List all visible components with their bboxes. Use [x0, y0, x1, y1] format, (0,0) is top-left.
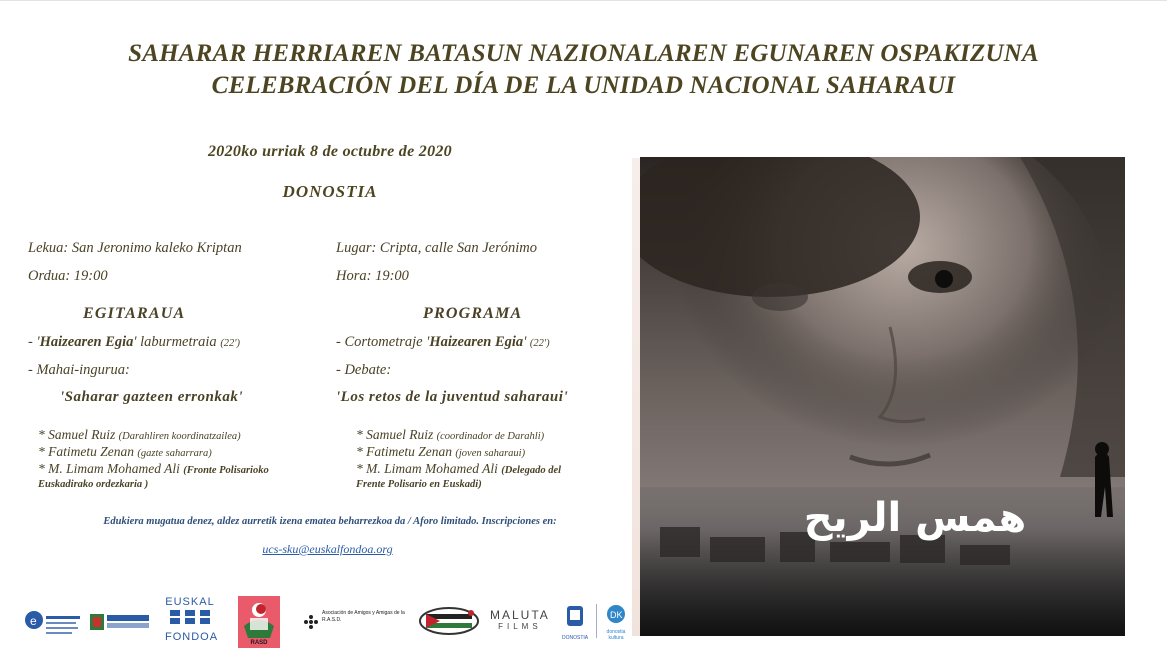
euskal-fondoa-logo	[165, 596, 219, 643]
guest-role: (joven saharaui)	[455, 448, 526, 459]
program-heading-basque: EGITARAUA	[83, 305, 186, 322]
films-text: FILMS	[498, 622, 542, 631]
guest-spanish-3-role-cont: Frente Polisario en Euskadi)	[356, 479, 482, 490]
poster-arabic-title: همس الريح	[803, 495, 1027, 541]
time-basque: Ordua: 19:00	[28, 268, 108, 284]
guest-basque-1	[38, 427, 241, 443]
event-city: DONOSTIA	[282, 182, 378, 201]
event-date: 2020ko urriak 8 de octubre de 2020	[208, 143, 452, 160]
film-title: Haizearen Egia	[429, 334, 524, 350]
title-spanish: CELEBRACIÓN DEL DÍA DE LA UNIDAD NACIONAL SAHARAUI	[211, 72, 956, 99]
guest-role: (Fronte Polisarioko	[183, 465, 269, 476]
top-divider	[0, 0, 1167, 1]
guest-basque-2	[38, 444, 212, 460]
program-item-film-basque	[28, 334, 240, 351]
film-poster-image	[640, 157, 1125, 636]
euskal-text: EUSKAL	[165, 596, 215, 608]
logo-divider	[596, 604, 597, 638]
shield-icon	[90, 612, 152, 632]
guest-name: * Fatimetu Zenan	[38, 444, 134, 459]
dk-circle-icon	[606, 604, 626, 624]
guest-basque-3-role-cont: Euskadirako ordezkaria )	[38, 479, 149, 490]
amigos-rasd-logo	[304, 614, 318, 633]
poster-artwork	[640, 157, 1125, 636]
film-duration: (22')	[220, 338, 241, 349]
guest-name: * Samuel Ruiz	[356, 427, 434, 442]
item-prefix: - '	[28, 334, 40, 350]
e-symbol-icon	[24, 608, 84, 638]
rasd-logo	[238, 596, 280, 652]
donostia-kultura-logo	[602, 604, 630, 641]
maluta-text: MALUTA	[490, 608, 550, 622]
guest-role: (coordinador de Darahli)	[436, 431, 545, 442]
guest-name: * M. Limam Mohamed Ali	[38, 461, 180, 476]
item-suffix: ' laburmetraia	[133, 334, 217, 350]
donostia-shield-icon	[564, 606, 586, 630]
guest-name: * M. Limam Mohamed Ali	[356, 461, 498, 476]
donostia-text: DONOSTIA	[562, 635, 589, 641]
time-spanish: Hora: 19:00	[336, 268, 409, 284]
flower-icon	[304, 615, 318, 629]
debate-title-basque: 'Saharar gazteen erronkak'	[60, 389, 244, 405]
sponsor-logos	[20, 590, 630, 650]
poster-edge	[632, 158, 640, 636]
donostia-logo	[562, 606, 588, 641]
guest-spanish-1	[356, 427, 544, 443]
item-prefix: - Cortometraje '	[336, 334, 430, 350]
guest-name: * Samuel Ruiz	[38, 427, 116, 442]
film-title: Haizearen Egia	[39, 334, 134, 350]
guest-role: (Delegado del	[501, 465, 562, 476]
item-suffix: '	[523, 334, 527, 350]
fondoa-text: FONDOA	[165, 631, 219, 643]
svg-text:e: e	[30, 614, 37, 628]
fondoa-symbol-icon	[168, 608, 212, 626]
guest-name: * Fatimetu Zenan	[356, 444, 452, 459]
debate-title-spanish: 'Los retos de la juventud saharaui'	[336, 389, 569, 405]
kultura-text: donostia kultura	[606, 629, 626, 641]
capacity-notice: Edukiera mugatua denez, aldez aurretik izena ematea beharrezkoa da / Aforo limitado. Inscripciones en:	[103, 516, 557, 527]
eusko-jaurlaritza-logo	[90, 612, 152, 636]
sahara-flag-icon	[418, 606, 480, 636]
program-item-film-spanish	[336, 334, 550, 351]
guest-basque-3	[38, 461, 269, 477]
program-heading-spanish: PROGRAMA	[423, 305, 523, 322]
guest-spanish-2	[356, 444, 525, 460]
rasd-label: RASD	[250, 640, 268, 646]
title-basque: SAHARAR HERRIAREN BATASUN NAZIONALAREN EGUNAREN OSPAKIZUNA	[128, 40, 1039, 67]
place-basque: Lekua: San Jeronimo kaleko Kriptan	[28, 240, 242, 256]
email-link[interactable]: ucs-sku@euskalfondoa.org	[262, 542, 393, 556]
guest-role: (gazte saharrara)	[137, 448, 212, 459]
guest-spanish-3	[356, 461, 561, 477]
gobierno-logo	[24, 608, 84, 642]
sahara-oval-logo	[418, 606, 480, 640]
maluta-films-logo	[490, 608, 550, 631]
svg-text:DK: DK	[610, 610, 623, 620]
guest-role: (Darahliren koordinatzailea)	[118, 431, 241, 442]
film-duration: (22')	[529, 338, 550, 349]
place-spanish: Lugar: Cripta, calle San Jerónimo	[336, 240, 537, 256]
program-item-debate-basque: - Mahai-ingurua:	[28, 362, 130, 378]
amigos-rasd-text: Asociación de Amigos y Amigas de la R.A.S.D.	[322, 610, 405, 623]
program-item-debate-spanish: - Debate:	[336, 362, 392, 378]
